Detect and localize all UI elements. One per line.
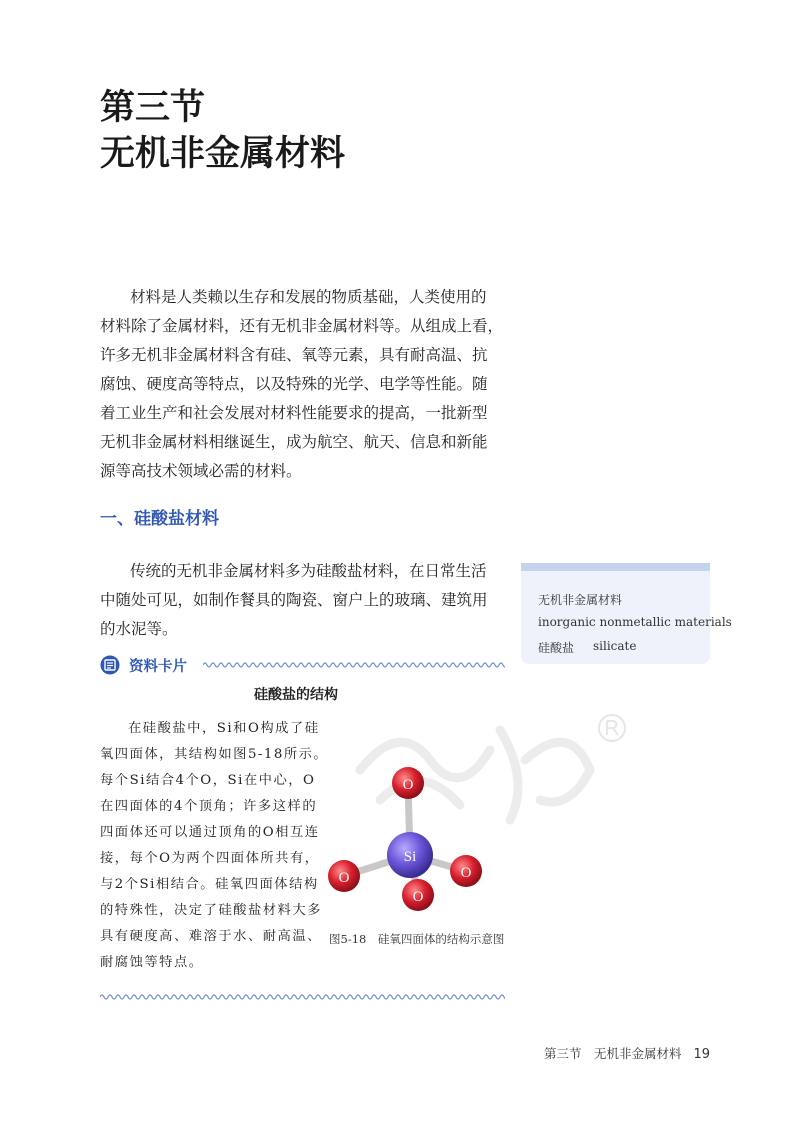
wavy-divider-bottom (100, 992, 505, 1002)
card-line: 耐腐蚀等特点。 (100, 955, 204, 970)
intro-line: 源等高技术领域必需的材料。 (100, 462, 302, 480)
oxygen-atom-top (392, 767, 424, 799)
silicate-line: 的水泥等。 (100, 620, 178, 638)
oxygen-atom-right (450, 855, 482, 887)
glossary-term-en: inorganic nonmetallic materials (538, 615, 732, 629)
silicon-label: Si (403, 849, 417, 865)
oxygen-label: O (338, 870, 350, 886)
glossary-term-cn: 硅酸盐 (538, 641, 575, 655)
data-card-header (100, 654, 505, 676)
section-heading-silicate: 一、硅酸盐材料 (100, 509, 219, 529)
silicate-line: 传统的无机非金属材料多为硅酸盐材料，在日常生活 (130, 562, 487, 580)
intro-line: 许多无机非金属材料含有硅、氧等元素，具有耐高温、抗 (100, 346, 488, 364)
section-title: 无机非金属材料 (100, 134, 346, 174)
section-number-title: 第三节 (100, 88, 206, 128)
intro-line: 腐蚀、硬度高等特点，以及特殊的光学、电学等性能。随 (100, 375, 488, 393)
wavy-divider-top (203, 660, 505, 670)
card-line: 接，每个O为两个四面体所共有， (100, 851, 320, 866)
card-line: 的特殊性，决定了硅酸盐材料大多 (100, 903, 322, 918)
card-line: 具有硬度高、难溶于水、耐高温、 (100, 929, 322, 944)
glossary-box (521, 563, 732, 664)
silicon-oxygen-tetrahedron-figure (320, 755, 510, 925)
data-card-label: 资料卡片 (129, 659, 187, 675)
oxygen-atom-left (328, 860, 360, 892)
silicate-line: 中随处可见，如制作餐具的陶瓷、窗户上的玻璃、建筑用 (100, 591, 488, 609)
page-number: 19 (693, 1047, 710, 1062)
oxygen-label: O (412, 889, 424, 905)
oxygen-atom-bottom (402, 879, 434, 911)
card-line: 每个Si结合4个O，Si在中心，O (100, 773, 316, 788)
page-footer (544, 1044, 710, 1062)
card-line: 与2个Si相结合。硅氧四面体结构 (100, 877, 319, 892)
figure-caption: 图5-18 硅氧四面体的结构示意图 (329, 932, 505, 946)
intro-line: 材料除了金属材料，还有无机非金属材料等。从组成上看， (100, 317, 504, 335)
footer-section-title: 第三节 无机非金属材料 (543, 1046, 682, 1061)
intro-line: 材料是人类赖以生存和发展的物质基础，人类使用的 (130, 288, 487, 306)
data-card-title: 硅酸盐的结构 (254, 687, 338, 703)
glossary-term-cn: 无机非金属材料 (538, 593, 623, 607)
intro-line: 着工业生产和社会发展对材料性能要求的提高，一批新型 (100, 404, 488, 422)
card-line: 四面体还可以通过顶角的O相互连 (100, 825, 320, 840)
card-line: 在四面体的4个顶角；许多这样的 (100, 799, 318, 814)
glossary-term-en: silicate (593, 639, 637, 653)
oxygen-label: O (402, 777, 414, 793)
oxygen-label: O (460, 865, 472, 881)
card-line: 在硅酸盐中，Si和O构成了硅 (128, 721, 320, 736)
intro-line: 无机非金属材料相继诞生，成为航空、航天、信息和新能 (100, 433, 488, 451)
data-card-icon (100, 655, 120, 675)
silicon-atom (387, 832, 433, 878)
card-line: 氧四面体，其结构如图5-18所示。 (100, 747, 329, 762)
